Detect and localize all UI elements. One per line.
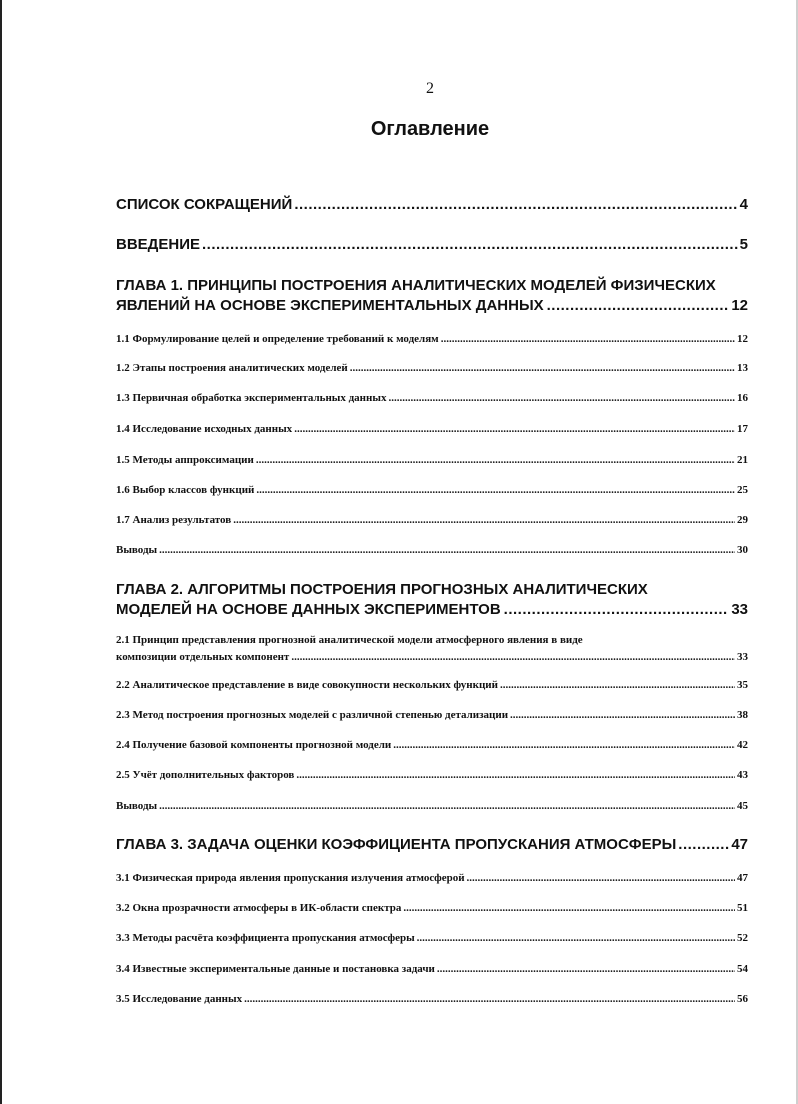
toc-chapter-3[interactable] — [116, 836, 748, 853]
chapter-title: ГЛАВА 3. ЗАДАЧА ОЦЕНКИ КОЭФФИЦИЕНТА ПРОПУСКАНИЯ АТМОСФЕРЫ — [116, 836, 677, 853]
toc-entry-page: 43 — [737, 769, 748, 781]
toc-entry-label: 3.4 Известные экспериментальные данные и постановка задачи — [116, 963, 435, 975]
toc-entry-page: 54 — [737, 963, 748, 975]
toc-entry-1-7[interactable] — [116, 514, 748, 526]
toc-entry-label: Выводы — [116, 544, 158, 556]
toc-leader-dots — [296, 769, 735, 781]
toc-entry-page: 29 — [737, 514, 748, 526]
toc-entry-page: 12 — [731, 297, 748, 314]
toc-entry-page: 17 — [737, 423, 748, 435]
toc-leader-dots — [350, 362, 735, 374]
toc-entry-page: 12 — [737, 333, 748, 345]
toc-entry-2-conclusions[interactable] — [116, 800, 748, 812]
toc-entry-page: 33 — [737, 651, 748, 663]
toc-entry-label: 3.2 Окна прозрачности атмосферы в ИК-области спектра — [116, 902, 402, 914]
toc-entry-page: 56 — [737, 993, 748, 1005]
chapter-title-line1: ГЛАВА 2. АЛГОРИТМЫ ПОСТРОЕНИЯ ПРОГНОЗНЫХ АНАЛИТИЧЕСКИХ — [116, 581, 648, 598]
toc-entry-3-2[interactable] — [116, 902, 748, 914]
toc-entry-2-3[interactable] — [116, 709, 748, 721]
toc-entry-label: 1.1 Формулирование целей и определение требований к моделям — [116, 333, 439, 345]
toc-entry-label: 1.4 Исследование исходных данных — [116, 423, 293, 435]
toc-entry-page: 38 — [737, 709, 748, 721]
toc-leader-dots — [467, 872, 735, 884]
toc-leader-dots — [393, 739, 735, 751]
toc-leader-dots — [678, 836, 729, 853]
toc-entry-page: 30 — [737, 544, 748, 556]
toc-entry-page: 16 — [737, 392, 748, 404]
toc-entry-label: 2.3 Метод построения прогнозных моделей с различной степенью детализации — [116, 709, 509, 721]
page-number: 2 — [426, 80, 434, 97]
toc-entry-2-4[interactable] — [116, 739, 748, 751]
toc-leader-dots — [294, 196, 737, 213]
toc-entry-label: 3.1 Физическая природа явления пропускания излучения атмосферой — [116, 872, 465, 884]
toc-entry-3-3[interactable] — [116, 932, 748, 944]
toc-entry-abbreviations[interactable] — [116, 196, 748, 213]
toc-entry-2-1[interactable] — [116, 632, 748, 666]
toc-entry-1-4[interactable] — [116, 423, 748, 435]
toc-entry-label: СПИСОК СОКРАЩЕНИЙ — [116, 196, 293, 213]
chapter-title-line1: ГЛАВА 1. ПРИНЦИПЫ ПОСТРОЕНИЯ АНАЛИТИЧЕСКИХ МОДЕЛЕЙ ФИЗИЧЕСКИХ — [116, 277, 716, 294]
toc-entry-1-1[interactable] — [116, 333, 748, 345]
toc-entry-page: 25 — [737, 484, 748, 496]
toc-entry-page: 45 — [737, 800, 748, 812]
toc-leader-dots — [244, 993, 735, 1005]
toc-entry-label: 1.5 Методы аппроксимации — [116, 454, 254, 466]
toc-leader-dots — [294, 423, 735, 435]
toc-entry-2-5[interactable] — [116, 769, 748, 781]
toc-entry-label: 2.5 Учёт дополнительных факторов — [116, 769, 295, 781]
toc-entry-2-2[interactable] — [116, 679, 748, 691]
toc-entry-label: 1.2 Этапы построения аналитических моделей — [116, 362, 348, 374]
toc-entry-introduction[interactable] — [116, 236, 748, 253]
toc-entry-page: 47 — [731, 836, 748, 853]
toc-leader-dots — [202, 236, 738, 253]
toc-leader-dots — [417, 932, 735, 944]
toc-entry-label: 1.7 Анализ результатов — [116, 514, 232, 526]
toc-leader-dots — [291, 649, 735, 666]
toc-leader-dots — [510, 709, 735, 721]
toc-entry-label: 2.2 Аналитическое представление в виде совокупности нескольких функций — [116, 679, 498, 691]
toc-entry-1-5[interactable] — [116, 454, 748, 466]
page-title: Оглавление — [370, 118, 490, 140]
toc-entry-label: 3.3 Методы расчёта коэффициента пропускания атмосферы — [116, 932, 415, 944]
toc-entry-label: 1.3 Первичная обработка экспериментальных данных — [116, 392, 387, 404]
toc-entry-1-2[interactable] — [116, 362, 748, 374]
toc-leader-dots — [256, 454, 735, 466]
toc-leader-dots — [256, 484, 735, 496]
toc-entry-page: 13 — [737, 362, 748, 374]
toc-entry-page: 4 — [739, 196, 748, 213]
toc-leader-dots — [388, 392, 735, 404]
toc-entry-page: 33 — [731, 601, 748, 618]
toc-entry-label: Выводы — [116, 800, 158, 812]
toc-leader-dots — [159, 800, 735, 812]
toc-entry-page: 47 — [737, 872, 748, 884]
toc-leader-dots — [233, 514, 735, 526]
toc-entry-label: 3.5 Исследование данных — [116, 993, 243, 1005]
toc-entry-1-conclusions[interactable] — [116, 544, 748, 556]
toc-entry-page: 21 — [737, 454, 748, 466]
toc-chapter-2[interactable] — [116, 580, 748, 620]
toc-entry-3-5[interactable] — [116, 993, 748, 1005]
toc-leader-dots — [504, 600, 729, 620]
toc-leader-dots — [500, 679, 735, 691]
toc-entry-label: 2.4 Получение базовой компоненты прогнозной модели — [116, 739, 392, 751]
toc-entry-page: 42 — [737, 739, 748, 751]
toc-entry-1-6[interactable] — [116, 484, 748, 496]
toc-entry-3-1[interactable] — [116, 872, 748, 884]
toc-chapter-1[interactable] — [116, 276, 748, 316]
toc-leader-dots — [437, 963, 735, 975]
toc-entry-1-3[interactable] — [116, 392, 748, 404]
toc-entry-3-4[interactable] — [116, 963, 748, 975]
toc-entry-page: 5 — [739, 236, 748, 253]
toc-entry-label-line2: композиции отдельных компонент — [116, 651, 290, 663]
scan-left-border — [0, 0, 2, 1104]
toc-entry-label: 1.6 Выбор классов функций — [116, 484, 255, 496]
toc-entry-page: 51 — [737, 902, 748, 914]
toc-entry-label: ВВЕДЕНИЕ — [116, 236, 200, 253]
toc-leader-dots — [159, 544, 735, 556]
toc-entry-label-line1: 2.1 Принцип представления прогнозной аналитической модели атмосферного явления в виде — [116, 634, 583, 646]
chapter-title-line2: МОДЕЛЕЙ НА ОСНОВЕ ДАННЫХ ЭКСПЕРИМЕНТОВ — [116, 601, 501, 618]
toc-entry-page: 52 — [737, 932, 748, 944]
toc-leader-dots — [403, 902, 735, 914]
toc-leader-dots — [547, 296, 729, 316]
toc-leader-dots — [441, 333, 735, 345]
chapter-title-line2: ЯВЛЕНИЙ НА ОСНОВЕ ЭКСПЕРИМЕНТАЛЬНЫХ ДАННЫХ — [116, 297, 544, 314]
toc-entry-page: 35 — [737, 679, 748, 691]
